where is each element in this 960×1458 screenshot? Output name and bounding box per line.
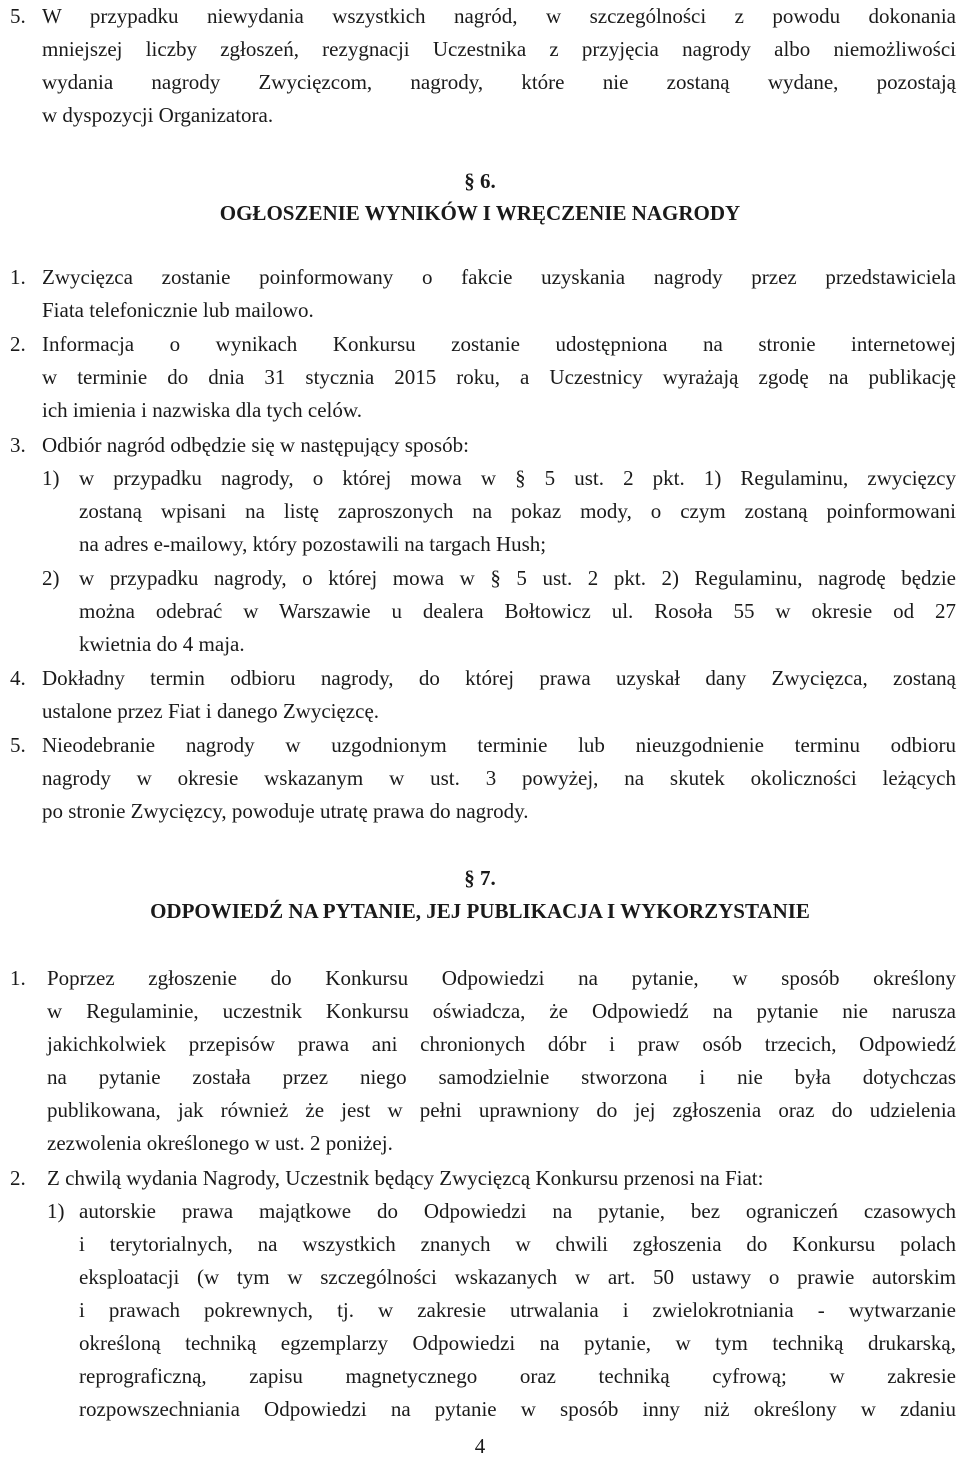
text-line: jakichkolwiek przepisów prawa ani chronionych dóbr i praw osób trzecich, Odpowiedź [47, 1032, 956, 1056]
section-6-title: OGŁOSZENIE WYNIKÓW I WRĘCZENIE NAGRODY [219, 201, 741, 225]
text-line: Informacja o wynikach Konkursu zostanie udostępniona na stronie internetowej [42, 332, 956, 356]
text-line: zezwolenia określonego w ust. 2 poniżej. [47, 1131, 393, 1155]
text-line: W przypadku niewydania wszystkich nagród, w szczególności z powodu dokonania [42, 4, 956, 28]
subitem-number: 1) [42, 466, 60, 490]
text-line: w dyspozycji Organizatora. [42, 103, 274, 127]
subitem-number: 1) [47, 1199, 65, 1223]
item-number: 3. [10, 433, 26, 457]
text-line: nagrody w okresie wskazanym w ust. 3 powyżej, na skutek okoliczności leżących [42, 766, 956, 790]
section-7-number: § 7. [464, 866, 496, 890]
text-line: ustalone przez Fiat i danego Zwycięzcę. [42, 699, 380, 723]
text-line: w Regulaminie, uczestnik Konkursu oświadcza, że Odpowiedź na pytanie nie narusza [47, 999, 956, 1023]
text-line: reprograficzną, zapisu magnetycznego oraz techniką cyfrową; w zakresie [79, 1364, 956, 1388]
text-line: Dokładny termin odbioru nagrody, do której prawa uzyskał dany Zwycięzca, zostaną [42, 666, 956, 690]
text-line: w przypadku nagrody, o której mowa w § 5 ust. 2 pkt. 2) Regulaminu, nagrodę będzie [79, 566, 956, 590]
text-line: na pytanie została przez niego samodzielnie stworzona i nie była dotychczas [47, 1065, 956, 1089]
item-number: 5. [10, 4, 26, 28]
text-line: eksploatacji (w tym w szczególności wskazanych w art. 50 ustawy o prawie autorskim [79, 1265, 956, 1289]
item-number: 1. [10, 966, 26, 990]
text-line: określoną techniką egzemplarzy Odpowiedzi na pytanie, w tym techniką drukarską, [79, 1331, 956, 1355]
text-line: publikowana, jak również że jest w pełni uprawniony do jej zgłoszenia oraz do udzielenia [47, 1098, 956, 1122]
text-line: rozpowszechniania Odpowiedzi na pytanie w sposób inny niż określony w zdaniu [79, 1397, 956, 1421]
section-7-title: ODPOWIEDŹ NA PYTANIE, JEJ PUBLIKACJA I WYKORZYSTANIE [150, 899, 810, 923]
text-line: Poprzez zgłoszenie do Konkursu Odpowiedzi na pytanie, w sposób określony [47, 966, 956, 990]
item-number: 5. [10, 733, 26, 757]
item-number: 1. [10, 265, 26, 289]
section-6-number: § 6. [464, 169, 496, 193]
page-number: 4 [474, 1434, 486, 1458]
text-line: i prawach pokrewnych, tj. w zakresie utrwalania i zwielokrotniania - wytwarzanie [79, 1298, 956, 1322]
text-line: ich imienia i nazwiska dla tych celów. [42, 398, 362, 422]
text-line: po stronie Zwycięzcy, powoduje utratę prawa do nagrody. [42, 799, 529, 823]
text-line: na adres e-mailowy, który pozostawili na targach Hush; [79, 532, 547, 556]
text-line: Nieodebranie nagrody w uzgodnionym terminie lub nieuzgodnienie terminu odbioru [42, 733, 956, 757]
text-line: Zwycięzca zostanie poinformowany o fakcie uzyskania nagrody przez przedstawiciela [42, 265, 956, 289]
text-line: w przypadku nagrody, o której mowa w § 5 ust. 2 pkt. 1) Regulaminu, zwycięzcy [79, 466, 956, 490]
text-line: w terminie do dnia 31 stycznia 2015 roku, a Uczestnicy wyrażają zgodę na publikację [42, 365, 956, 389]
subitem-number: 2) [42, 566, 60, 590]
text-line: Fiata telefonicznie lub mailowo. [42, 298, 314, 322]
text-line: i terytorialnych, na wszystkich znanych w chwili zgłoszenia do Konkursu polach [79, 1232, 956, 1256]
text-line: Z chwilą wydania Nagrody, Uczestnik będący Zwycięzcą Konkursu przenosi na Fiat: [47, 1166, 764, 1190]
text-line: można odebrać w Warszawie u dealera Bołtowicz ul. Rosoła 55 w okresie od 27 [79, 599, 956, 623]
item-number: 2. [10, 332, 26, 356]
item-number: 2. [10, 1166, 26, 1190]
item-number: 4. [10, 666, 26, 690]
text-line: mniejszej liczby zgłoszeń, rezygnacji Uczestnika z przyjęcia nagrody albo niemożliwości [42, 37, 956, 61]
text-line: Odbiór nagród odbędzie się w następujący sposób: [42, 433, 469, 457]
text-line: kwietnia do 4 maja. [79, 632, 245, 656]
text-line: zostaną wpisani na listę zaproszonych na pokaz mody, o czym zostaną poinformowani [79, 499, 956, 523]
text-line: wydania nagrody Zwycięzcom, nagrody, które nie zostaną wydane, pozostają [42, 70, 956, 94]
text-line: autorskie prawa majątkowe do Odpowiedzi na pytanie, bez ograniczeń czasowych [79, 1199, 956, 1223]
